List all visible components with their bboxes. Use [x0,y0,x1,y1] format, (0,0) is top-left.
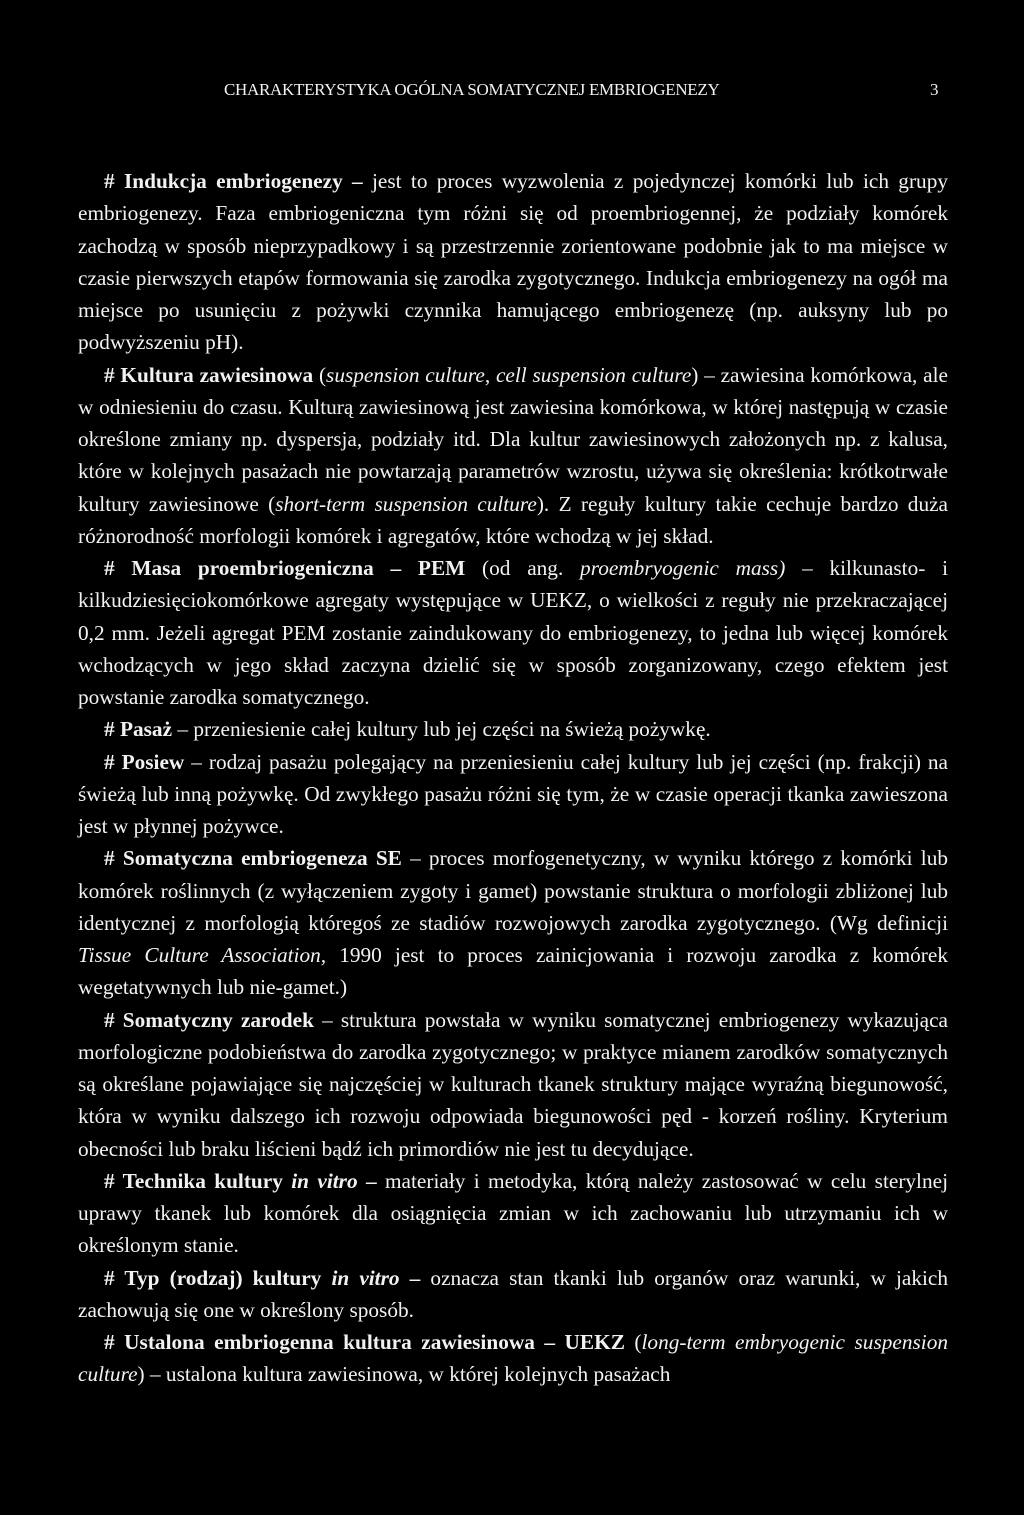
entry-term: – [357,1168,377,1193]
entry-term: # Kultura zawiesinowa [104,362,319,387]
entry-text: ). Z reguły kultury takie cechuje bardzo duża różnorodność morfologii komórek i agregatów, które wchodzą w jej skład. [78,491,948,548]
entry-text: – struktura powstała w wyniku somatycznej embriogenezy wykazująca morfologiczne podobieństwa do zarodka zygotycznego; w praktyce mianem zarodków somatycznych są określane pojawiające się najczęściej w kulturach tkanek struktury mające wyraźną biegunowość, która w wyniku dalszego ich rozwoju odpowiada biegunowości pęd - korzeń rośliny. Kryterium obecności lub braku liścieni bądź ich primordiów nie jest tu decydujące. [78,1007,948,1161]
entry-term: # Somatyczna embriogeneza SE [104,846,402,871]
entry-term: – [399,1265,421,1290]
entry-term: # Technika kultury [104,1168,292,1193]
entry-text: 1990 jest to proces zainicjowania i rozwoju zarodka z komórek wegetatywnych lub nie-gamet.) [78,943,948,1000]
entry-term: # Ustalona embriogenna kultura zawiesinowa – UEKZ [104,1330,635,1354]
glossary-entry [78,842,948,1003]
entry-text: oznacza stan tkanki lub organów oraz warunki, w jakich zachowują się one w określony sposób. [78,1265,948,1322]
entry-term: # Posiew [104,749,185,774]
glossary-entry [78,746,948,843]
entry-text: materiały i metodyka, którą należy zastosować w celu sterylnej uprawy tkanek lub komórek dla osiągnięcia zmian w ich zachowaniu lub utrzymaniu ich w określonym stanie. [78,1168,948,1258]
entry-text: – proces morfogenetyczny, w wyniku którego z komórki lub komórek roślinnych (z wyłączeniem zygoty i gamet) powstanie struktura o morfologii zbliżonej lub identycznej z morfologią któregoś ze stadiów rozwojowych zarodka zygotycznego. (Wg definicji [78,846,949,935]
glossary-entry [78,552,948,713]
italic-text: suspension culture, cell suspension culture [326,362,692,387]
entry-term: in vitro [331,1265,400,1290]
entry-text: ( [634,1330,642,1354]
glossary-entry [78,1165,948,1262]
italic-text: proembryogenic mass) [580,556,786,580]
glossary-entry [78,1326,948,1391]
entry-term: # Typ (rodzaj) kultury [104,1265,332,1290]
glossary-entry [78,713,948,745]
glossary-entry [78,1004,948,1165]
entry-text: ( [318,362,327,387]
entry-text: ) – ustalona kultura zawiesinowa, w której kolejnych pasażach [137,1362,671,1387]
running-head [224,80,944,100]
entry-text: (od ang. [482,556,581,580]
entry-term: # Indukcja embriogenezy – [104,169,373,193]
entry-text: jest to proces wyzwolenia z pojedynczej komórki lub ich grupy embriogenezy. Faza embriogeniczna tym różni się od proembriogennej, że podziały komórek zachodzą w sposób nieprzypadkowy i są przestrzennie zorientowane podobnie jak to ma miejsce w czasie pierwszych etapów formowania się zarodka zygotycznego. Indukcja embriogenezy na ogół ma miejsce po usunięciu z pożywki czynnika hamującego embriogenezę (np. auksyny lub po podwyższeniu pH). [78,169,948,355]
entry-term: in vitro [291,1168,358,1193]
italic-text: Tissue Culture Association, [78,943,327,967]
entry-term: # Masa proembriogeniczna – PEM [104,556,483,580]
entry-term: # Pasaż [104,717,173,742]
entry-text: – kilkunasto- i kilkudziesięciokomórkowe agregaty występujące w UEKZ, o wielkości z reguły nie przekraczającej 0,2 mm. Jeżeli agregat PEM zostanie zaindukowany do embriogenezy, to jedna lub więcej komórek wchodzących w jego skład zaczyna dzielić się w sposób zorganizowany, czego efektem jest powstanie zarodka somatycznego. [78,556,948,709]
body-text [78,165,948,1391]
italic-text: short-term suspension culture [275,491,537,516]
entry-text: – rodzaj pasażu polegający na przeniesieniu całej kultury lub jej części (np. frakcji) na świeżą lub inną pożywkę. Od zwykłego pasażu różni się tym, że w czasie operacji tkanka zawieszona jest w płynnej pożywce. [78,749,948,838]
italic-text: long-term embryogenic suspension culture [78,1330,948,1387]
glossary-entry [78,165,948,359]
glossary-entry [78,1262,948,1327]
entry-text: ) – zawiesina komórkowa, ale w odniesieniu do czasu. Kulturą zawiesinową jest zawiesina komórkowa, w której następują w czasie określone zmiany np. dyspersja, podziały itd. Dla kultur zawiesinowych założonych np. z kalusa, które w kolejnych pasażach nie powtarzają parametrów wzrostu, używa się określenia: krótkotrwałe kultury zawiesinowe ( [78,362,948,516]
page-number: 3 [930,80,939,99]
glossary-entry [78,359,948,553]
entry-term: # Somatyczny zarodek [104,1007,314,1032]
running-head-title: CHARAKTERYSTYKA OGÓLNA SOMATYCZNEJ EMBRIOGENEZY [224,80,720,99]
entry-text: – przeniesienie całej kultury lub jej części na świeżą pożywkę. [172,717,711,742]
